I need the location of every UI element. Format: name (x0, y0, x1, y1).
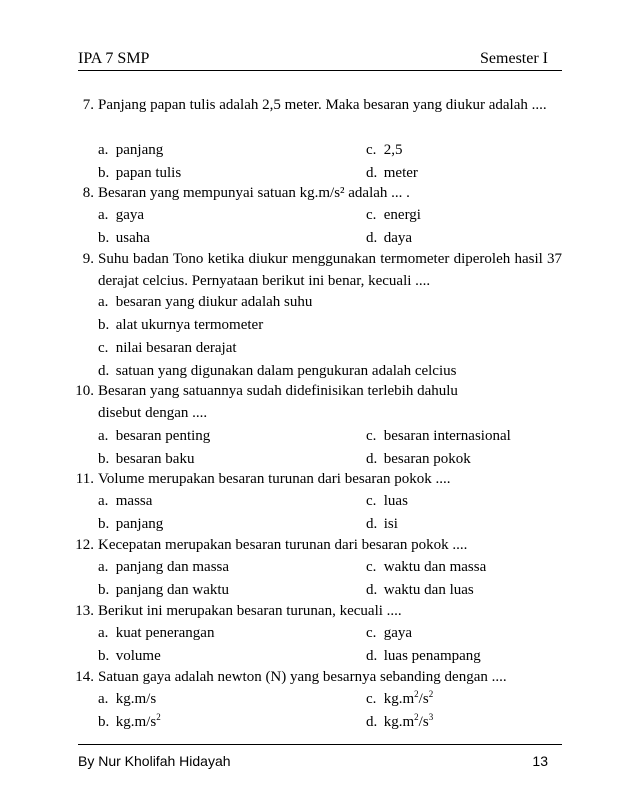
options-13 (98, 622, 562, 668)
question-number: 9. (82, 251, 94, 267)
option-c: c. nilai besaran derajat (98, 340, 237, 356)
option-c: c. waktu dan massa (366, 559, 487, 575)
author-label: By Nur Kholifah Hidayah (78, 753, 231, 769)
option-c: c. energi (366, 207, 421, 223)
option-d: d. meter (366, 165, 418, 181)
option-b: b. alat ukurnya termometer (98, 317, 264, 333)
option-a: a. panjang (98, 142, 164, 158)
subject-label: IPA 7 SMP (78, 50, 150, 67)
question-12 (62, 534, 562, 556)
options-8 (98, 204, 562, 250)
option-a: a. gaya (98, 207, 145, 223)
options-11 (98, 490, 562, 536)
question-stem: Kecepatan merupakan besaran turunan dari besaran pokok .... (98, 537, 468, 553)
question-7 (62, 94, 562, 116)
option-d: d. besaran pokok (366, 451, 471, 467)
option-d: d. $kg.m^2/s^3$ (366, 712, 434, 730)
question-stem: Besaran yang satuannya sudah didefinisikan terlebih dahulu disebut dengan .... (98, 383, 458, 421)
question-stem: Berikut ini merupakan besaran turunan, kecuali .... (98, 603, 402, 619)
options-14 (98, 688, 562, 734)
option-a: a. kuat penerangan (98, 625, 215, 641)
option-d: d. daya (366, 230, 413, 246)
option-b: b. panjang dan waktu (98, 582, 230, 598)
options-9 (98, 291, 562, 383)
question-number: 10. (75, 383, 94, 399)
option-d: d. satuan yang digunakan dalam pengukuran adalah celcius (98, 363, 457, 379)
option-d: d. luas penampang (366, 648, 481, 664)
question-stem: Volume merupakan besaran turunan dari besaran pokok .... (98, 471, 451, 487)
question-number: 11. (75, 471, 94, 487)
option-d: d. isi (366, 516, 398, 532)
option-c: c. $kg.m^2/s^2$ (366, 689, 434, 707)
semester-label: Semester I (480, 50, 548, 67)
option-a: a. kg.m/s (98, 691, 157, 707)
question-number: 12. (75, 537, 94, 553)
option-b: b. volume (98, 648, 161, 664)
page-footer (78, 744, 562, 775)
option-b: b. papan tulis (98, 165, 182, 181)
question-13 (62, 600, 562, 622)
question-stem: Satuan gaya adalah newton (N) yang besarnya sebanding dengan .... (98, 669, 507, 685)
option-b: b. usaha (98, 230, 150, 246)
question-number: 14. (75, 669, 94, 685)
options-10 (98, 425, 562, 471)
option-b: b. $kg.m/s^2$ (98, 712, 161, 730)
question-stem: Panjang papan tulis adalah 2,5 meter. Maka besaran yang diukur adalah .... (98, 97, 547, 113)
option-b: b. besaran baku (98, 451, 195, 467)
option-a: a. besaran yang diukur adalah suhu (98, 294, 313, 310)
option-c: c. 2,5 (366, 142, 403, 158)
option-c: c. gaya (366, 625, 413, 641)
question-8 (62, 182, 562, 204)
question-10 (62, 380, 562, 424)
question-9 (62, 248, 562, 292)
question-number: 13. (75, 603, 94, 619)
question-number: 8. (82, 185, 94, 201)
question-number: 7. (82, 97, 94, 113)
option-c: c. luas (366, 493, 408, 509)
page-header (78, 44, 562, 71)
option-c: c. besaran internasional (366, 428, 511, 444)
options-7 (98, 139, 562, 185)
option-a: a. massa (98, 493, 153, 509)
question-11 (62, 468, 562, 490)
question-14 (62, 666, 562, 688)
question-stem: Suhu badan Tono ketika diukur menggunakan termometer diperoleh hasil 37 derajat celcius. Pernyataan berikut ini benar, kecuali .... (98, 251, 562, 289)
option-a: a. besaran penting (98, 428, 211, 444)
option-a: a. panjang dan massa (98, 559, 230, 575)
option-d: d. waktu dan luas (366, 582, 474, 598)
options-12 (98, 556, 562, 602)
option-b: b. panjang (98, 516, 164, 532)
question-stem: Besaran yang mempunyai satuan kg.m/s² adalah ... . (98, 185, 410, 201)
page-number: 13 (532, 753, 548, 769)
